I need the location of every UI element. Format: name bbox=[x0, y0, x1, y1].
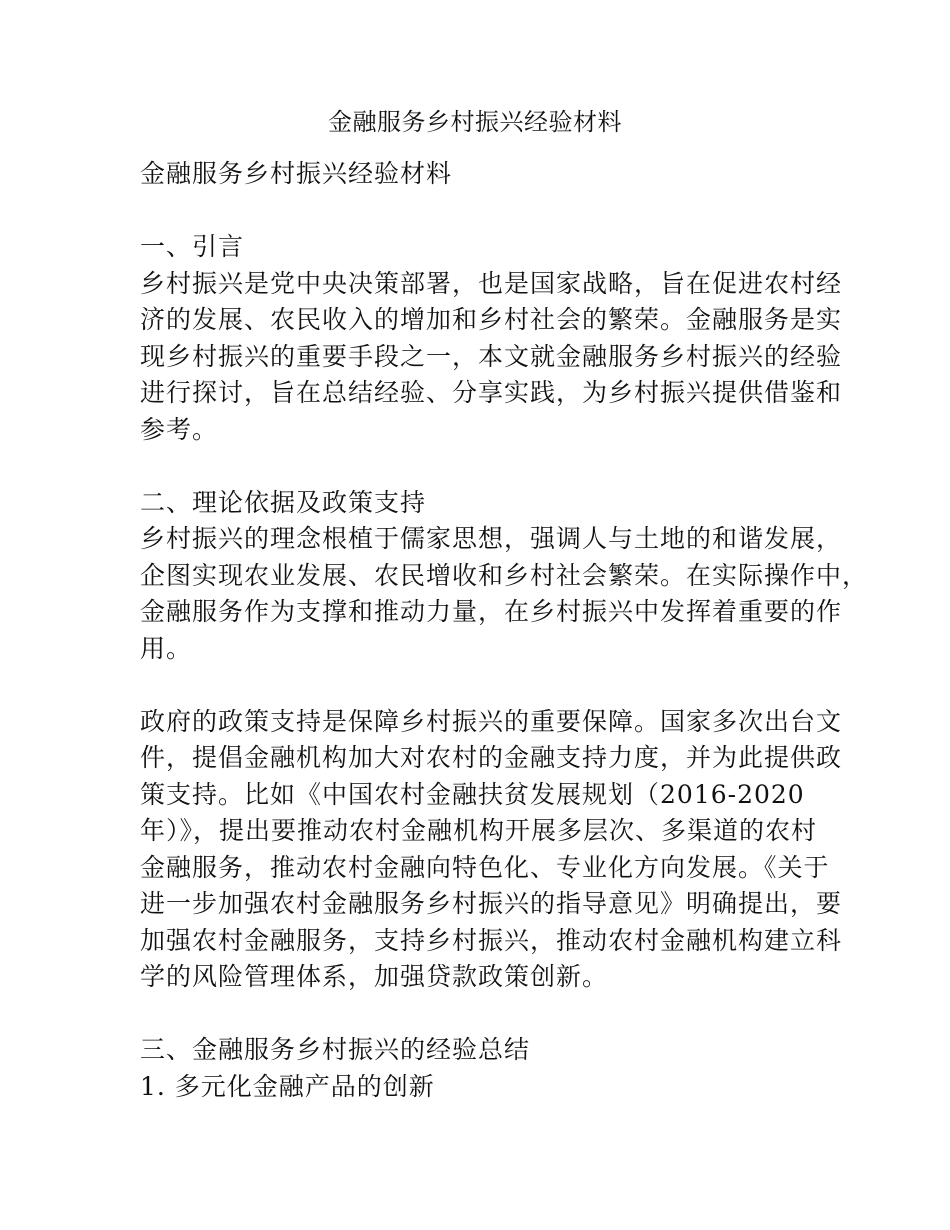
document-body bbox=[140, 156, 869, 1105]
section-heading-intro: 一、引言 bbox=[140, 232, 245, 261]
section-heading-theory: 二、理论依据及政策支持 bbox=[140, 487, 427, 517]
paragraph-line: 济的发展、农民收入的增加和乡村社会的繁荣。金融服务是实 bbox=[140, 305, 843, 334]
paragraph-line: 策支持。比如《中国农村金融扶贫发展规划（2016-2020 bbox=[140, 779, 805, 809]
paragraph-line: 乡村振兴的理念根植于儒家思想，强调人与土地的和谐发展， bbox=[140, 524, 843, 553]
paragraph-line: 金融服务作为支撑和推动力量，在乡村振兴中发挥着重要的作 bbox=[140, 597, 843, 626]
blank-line bbox=[140, 667, 820, 704]
paragraph-line: 加强农村金融服务，支持乡村振兴，推动农村金融机构建立科 bbox=[140, 925, 843, 955]
paragraph-line: 政府的政策支持是保障乡村振兴的重要保障。国家多次出台文 bbox=[140, 706, 843, 736]
paragraph-line: 现乡村振兴的重要手段之一，本文就金融服务乡村振兴的经验 bbox=[140, 341, 843, 371]
paragraph-line: 件，提倡金融机构加大对农村的金融支持力度，并为此提供政 bbox=[140, 743, 843, 772]
paragraph-line: 进一步加强农村金融服务乡村振兴的指导意见》明确提出，要 bbox=[140, 889, 843, 918]
paragraph-line: 进行探讨，旨在总结经验、分享实践，为乡村振兴提供借鉴和 bbox=[140, 378, 843, 407]
subsection-heading: 1. 多元化金融产品的创新 bbox=[140, 1071, 435, 1101]
body-heading: 金融服务乡村振兴经验材料 bbox=[140, 159, 453, 188]
blank-line bbox=[140, 193, 820, 230]
paragraph-line: 企图实现农业发展、农民增收和乡村社会繁荣。在实际操作中， bbox=[140, 560, 869, 590]
document-title: 金融服务乡村振兴经验材料 bbox=[328, 108, 622, 136]
paragraph-line: 参考。 bbox=[140, 414, 219, 444]
blank-line bbox=[140, 448, 820, 485]
paragraph-line: 乡村振兴是党中央决策部署，也是国家战略，旨在促进农村经 bbox=[140, 268, 843, 298]
paragraph-line: 用。 bbox=[140, 633, 193, 663]
section-heading-experience: 三、金融服务乡村振兴的经验总结 bbox=[140, 1035, 531, 1064]
paragraph-line: 金融服务，推动农村金融向特色化、专业化方向发展。《关于 bbox=[140, 852, 830, 882]
paragraph-line: 年）》，提出要推动农村金融机构开展多层次、多渠道的农村 bbox=[140, 816, 818, 845]
blank-line bbox=[140, 996, 820, 1033]
paragraph-line: 学的风险管理体系，加强贷款政策创新。 bbox=[140, 962, 609, 991]
